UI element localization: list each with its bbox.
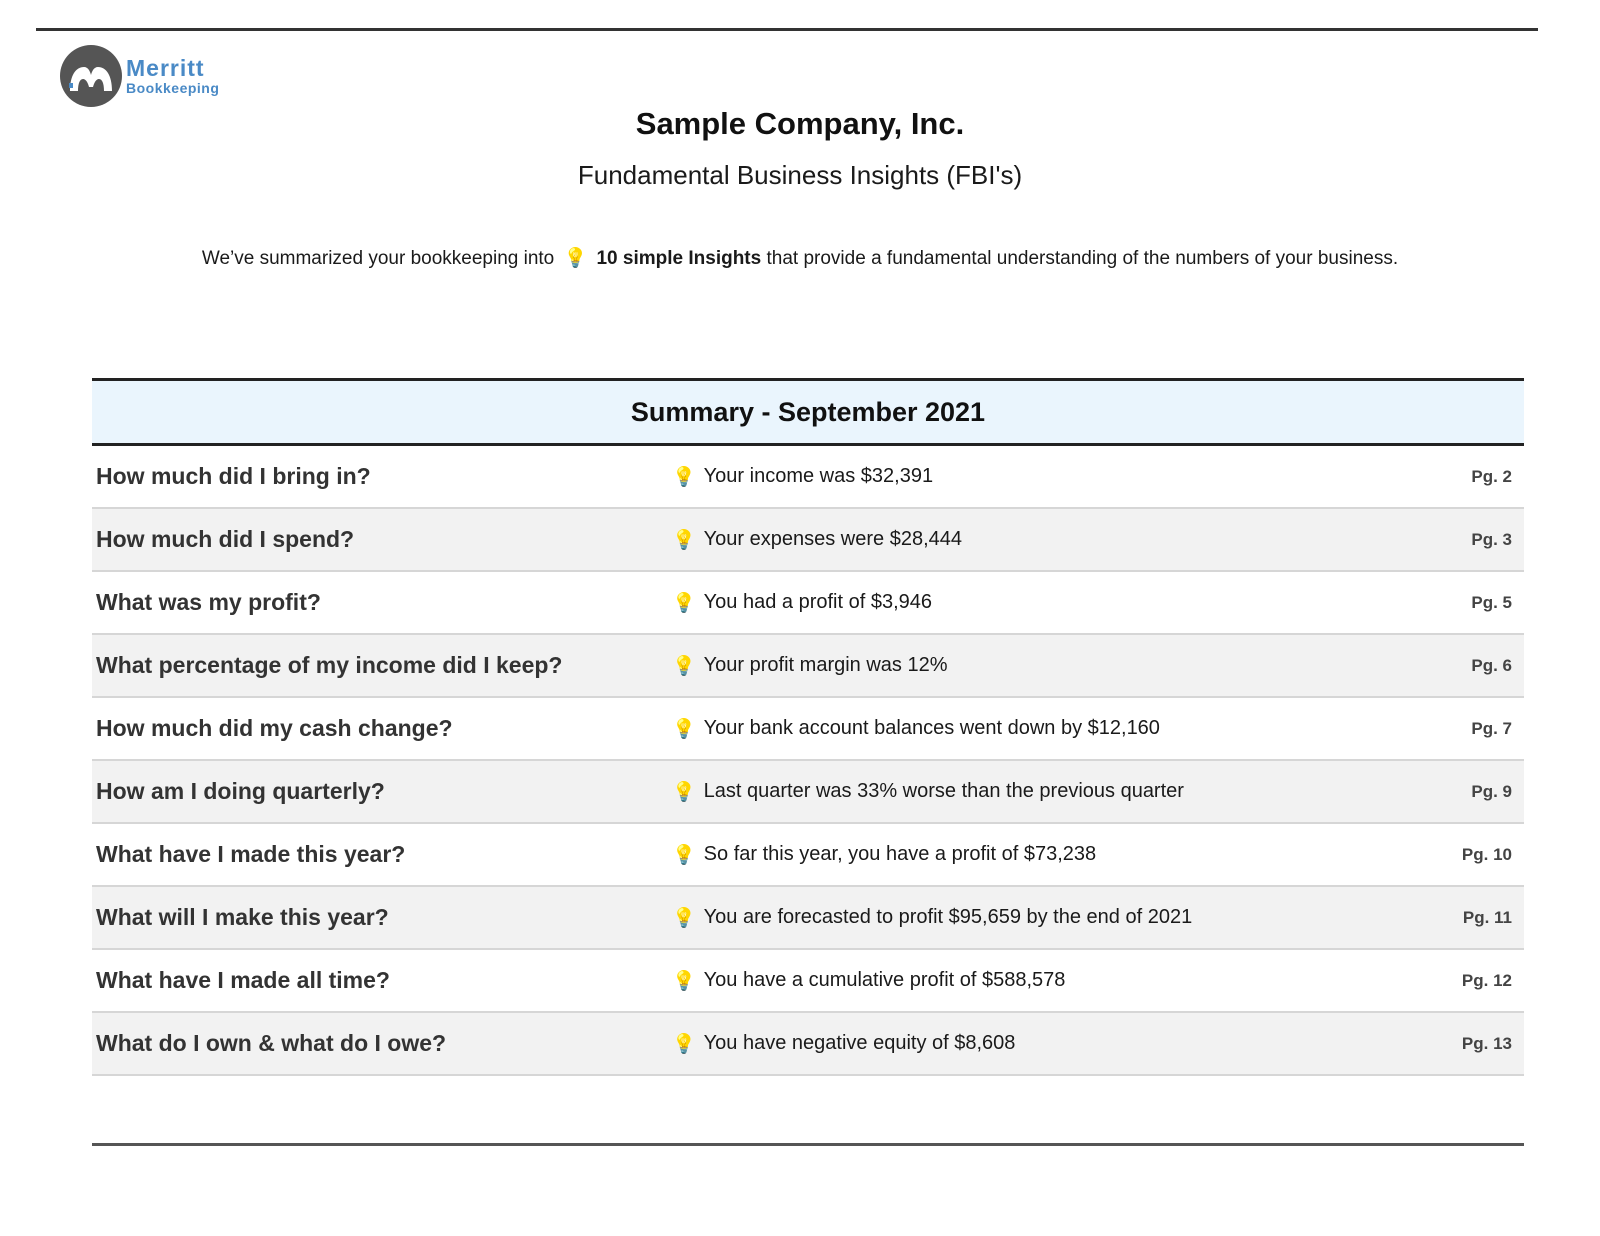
- answer: [672, 780, 1184, 804]
- answer-text: You are forecasted to profit $95,659 by the end of 2021: [703, 906, 1193, 928]
- summary-table: [92, 378, 1524, 1076]
- lightbulb-icon: 💡: [672, 655, 696, 677]
- question-text: What percentage of my income did I keep?: [96, 652, 563, 678]
- question-text: What do I own & what do I owe?: [96, 1030, 447, 1056]
- question-text: What have I made this year?: [96, 841, 406, 867]
- question-text: What was my profit?: [96, 589, 321, 615]
- lightbulb-icon: 💡: [672, 970, 696, 992]
- answer-text: You have negative equity of $8,608: [703, 1032, 1016, 1054]
- intro-after: that provide a fundamental understanding of the numbers of your business.: [766, 248, 1399, 269]
- intro-bold: 10 simple Insights: [596, 248, 762, 269]
- lightbulb-icon: 💡: [672, 844, 696, 866]
- intro-text: [0, 246, 1600, 270]
- summary-row: [92, 887, 1524, 950]
- answer-text: You have a cumulative profit of $588,578: [703, 969, 1066, 991]
- page-reference: Pg. 6: [1471, 655, 1512, 675]
- page-reference: Pg. 11: [1462, 907, 1512, 927]
- summary-row: [92, 950, 1524, 1013]
- page-reference: Pg. 5: [1471, 592, 1512, 612]
- logo-name: Merritt: [126, 55, 205, 81]
- answer-text: Your profit margin was 12%: [703, 654, 948, 676]
- logo-sub: Bookkeeping: [126, 80, 220, 96]
- summary-row: [92, 509, 1524, 572]
- page-reference: Pg. 7: [1471, 718, 1512, 738]
- answer-text: Your bank account balances went down by $12,160: [703, 717, 1160, 739]
- page-reference: Pg. 12: [1461, 970, 1512, 990]
- answer: [672, 591, 932, 615]
- lightbulb-icon: 💡: [672, 781, 696, 803]
- page-reference: Pg. 9: [1471, 781, 1512, 801]
- answer: [672, 969, 1065, 993]
- lightbulb-icon: 💡: [672, 1033, 696, 1055]
- summary-row: [92, 824, 1524, 887]
- lightbulb-icon: 💡: [672, 466, 696, 488]
- lightbulb-icon: 💡: [672, 592, 696, 614]
- summary-row: [92, 572, 1524, 635]
- answer: [672, 906, 1192, 930]
- answer-text: Last quarter was 33% worse than the previous quarter: [703, 780, 1184, 802]
- company-title: Sample Company, Inc.: [635, 106, 965, 141]
- summary-title: Summary - September 2021: [92, 378, 1524, 446]
- answer-text: You had a profit of $3,946: [703, 591, 933, 613]
- answer: [672, 465, 933, 489]
- question-text: How much did my cash change?: [96, 715, 453, 741]
- answer: [672, 654, 948, 678]
- summary-row: [92, 1013, 1524, 1076]
- page-reference: Pg. 2: [1471, 466, 1512, 486]
- lightbulb-icon: 💡: [672, 907, 696, 929]
- intro-before: We’ve summarized your bookkeeping into: [201, 248, 555, 269]
- question-text: What have I made all time?: [96, 967, 390, 993]
- answer: [672, 843, 1096, 867]
- lightbulb-icon: 💡: [563, 248, 588, 269]
- answer-text: Your expenses were $28,444: [703, 528, 963, 550]
- question-text: How much did I bring in?: [96, 463, 371, 489]
- top-divider: [36, 28, 1538, 31]
- summary-row: [92, 761, 1524, 824]
- page-reference: Pg. 3: [1471, 529, 1512, 549]
- summary-row: [92, 446, 1524, 509]
- lightbulb-icon: 💡: [672, 529, 696, 551]
- document-subtitle: Fundamental Business Insights (FBI's): [577, 160, 1023, 190]
- answer: [672, 528, 962, 552]
- answer: [672, 717, 1160, 741]
- question-text: How much did I spend?: [96, 526, 355, 552]
- answer-text: Your income was $32,391: [703, 465, 934, 487]
- answer: [672, 1032, 1015, 1056]
- merritt-logo-mark-icon: [60, 45, 122, 107]
- question-text: How am I doing quarterly?: [96, 778, 385, 804]
- lightbulb-icon: 💡: [672, 718, 696, 740]
- page-reference: Pg. 10: [1461, 844, 1512, 864]
- answer-text: So far this year, you have a profit of $73,238: [703, 843, 1097, 865]
- summary-row: [92, 698, 1524, 761]
- bottom-divider: [92, 1143, 1524, 1146]
- summary-row: [92, 635, 1524, 698]
- merritt-logo: [60, 45, 219, 107]
- question-text: What will I make this year?: [96, 904, 389, 930]
- page-reference: Pg. 13: [1461, 1033, 1512, 1053]
